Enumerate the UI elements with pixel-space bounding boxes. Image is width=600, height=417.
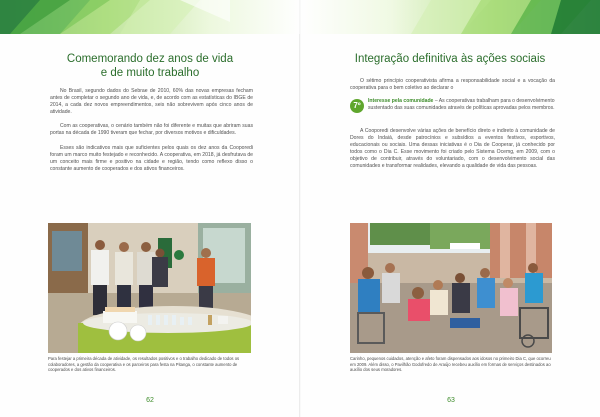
page-gutter (299, 0, 301, 417)
right-paragraph: A Cooporedi desenvolve várias ações de benefício direto e indireto à comunidade de Dores do Indaiá, desde patrocínios e subsídios a eventos festivos, esportivos, educacionais ou sociais. Uma dessas iniciativas é o Dia de Cooperar, já conhecido por todos como o Dia C. Esse movimento foi criado pelo Sistema Ocemg, em 2009, com o objetivo de contribuir, através do voluntariado, com o desenvolvimento social das comunidades e transformar realidades, elevando a qualidade de vida das pessoas. (350, 128, 555, 170)
left-photo-caption: Para festejar a primeira década de atividade, os resultados positivos e o trabalho dedicado de todos os colaboradores, a gestão da cooperativa e os parceiros para festa na Pitanga, o constante aumento de cooperados e dos ativos financeiros. (48, 356, 240, 373)
principle-description: – As cooperativas trabalham para o desenvolvimento sustentado das suas comunidades através de políticas aprovadas pelos membros. (368, 98, 555, 112)
principle-title: Interesse pela comunidade (368, 98, 434, 104)
left-title-line-2: e de muito trabalho (100, 67, 200, 79)
left-page-title (40, 52, 260, 80)
page-number-right: 63 (447, 397, 455, 404)
left-header-decoration (0, 0, 300, 34)
left-paragraph: No Brasil, segundo dados do Sebrae de 2010, 60% das novas empresas fecham antes de completar o segundo ano de vida, e, de acordo com as estatísticas do IBGE de 2014, a cada dez novos empreendimentos, seis não sobrevivem após cinco anos de atividade. (50, 88, 253, 116)
page-number-left: 62 (146, 397, 154, 404)
left-paragraph: Esses são indicativos mais que suficientes pelos quais os dez anos da Cooporedi foram um marco muito festejado e reconhecido. A cooperativa, em 2018, já desfrutava de um conceito mais firme e positivo na cidade e região, tendo como reflexo disso o constante aumento de cooperados e dos ativos financeiros. (50, 144, 253, 172)
right-intro-text (350, 78, 555, 99)
right-photo-caption: Carinho, pequenos cuidados, atenção e afeto foram dispensados aos idosos no primeiro Dia C, que ocorreu em 2009. Além disso, o Pavilhão Godofredo de Araújo recebeu auxílio em formas de serviços destinados ao auxílio dos seus moradores. (350, 356, 551, 373)
principle-text (368, 98, 555, 112)
principle-number-badge: 7º (350, 99, 364, 113)
right-body-text (350, 128, 555, 178)
celebration-photo (48, 223, 251, 353)
left-title-line-1: Comemorando dez anos de vida (66, 53, 234, 65)
left-paragraph: Com as cooperativas, o cenário também não foi diferente e muitas que abriram suas portas na década de 1990 tiveram que fechar, por diversos motivos e dificuldades. (50, 123, 253, 137)
principle-block (350, 98, 555, 112)
right-intro: O sétimo princípio cooperativista afirma a responsabilidade social e a vocação da cooperativa para o bem coletivo ao declarar o (350, 78, 555, 92)
right-page-title: Integração definitiva às ações sociais (354, 53, 546, 65)
volunteer-day-photo (350, 223, 552, 353)
right-header-decoration (301, 0, 600, 34)
left-body-text (50, 88, 253, 180)
